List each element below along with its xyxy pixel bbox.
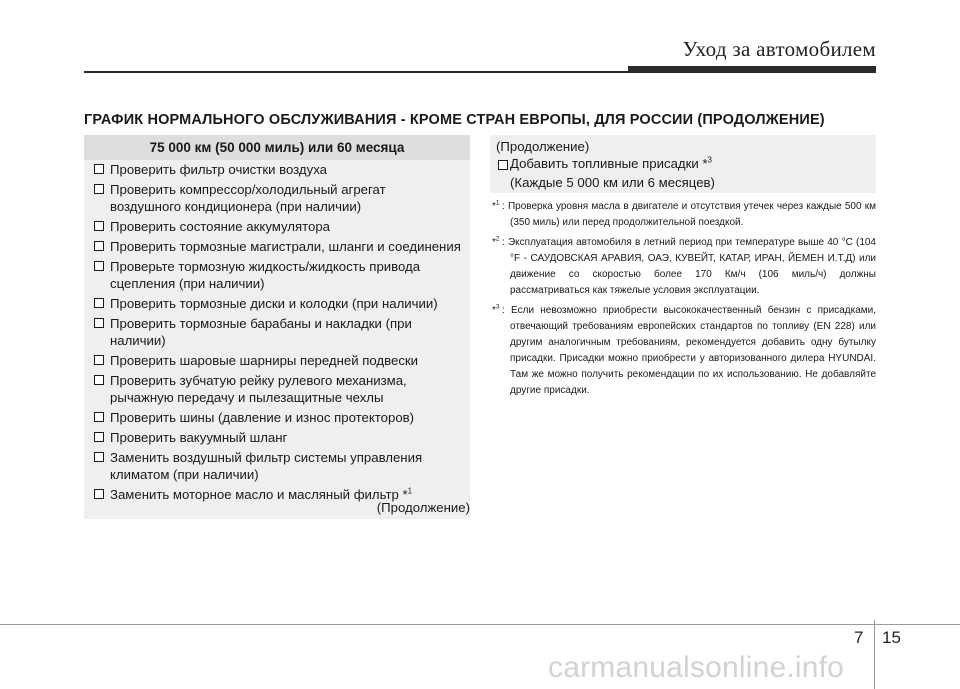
checkbox-icon (94, 164, 104, 174)
checkbox-icon (94, 489, 104, 499)
maintenance-item (84, 429, 470, 449)
footnote-text: Если невозможно приобрести высококачественный бензин с присадками, отвечающий требованиям европейских стандартов по топливу (EN 228) или другим аналогичным требованиям, рекомендуется добавить одну бутылку присадки. Присадки можно приобрести у авторизованного дилера HYUNDAI. Там же можно получить рекомендации по их использованию. Не добавляйте другие присадки. (510, 305, 876, 396)
checkbox-icon (94, 432, 104, 442)
maintenance-item-text: Проверить шаровые шарниры передней подвески (110, 353, 419, 368)
footnote-marker: *$^1$ (492, 199, 500, 212)
maintenance-item (84, 352, 470, 372)
checkbox-icon (94, 452, 104, 462)
maintenance-item (84, 161, 470, 181)
maintenance-item (84, 409, 470, 429)
footnote-text: Эксплуатация автомобиля в летний период при температуре выше 40 °C (104 °F - САУДОВСКАЯ АРАВИЯ, ОАЭ, КУВЕЙТ, КАТАР, ИРАН, ЙЕМЕН И.Т.Д) или движение со скоростью более 170 Км/ч (106 миль/ч) должны рассматриваться как тяжелые условия эксплуатации. (507, 237, 876, 296)
footnote: *$^3$ : Если невозможно приобрести высококачественный бензин с присадками, отвечающий требованиям европейских стандартов по топливу (EN 228) или другим аналогичным требованиям, рекомендуется добавить одну бутылку присадки. Присадки можно приобрести у авторизованного дилера HYUNDAI. Там же можно получить рекомендации по их использованию. Не добавляйте другие присадки. (492, 303, 876, 396)
header-rule-thin (84, 71, 708, 73)
maintenance-item-text: Проверить шины (давление и износ протекторов) (110, 410, 415, 425)
watermark: carmanualsonline.info (548, 651, 845, 684)
checkbox-icon (94, 241, 104, 251)
footnote: *$^1$ : Проверка уровня масла в двигателе и отсутствия утечек через каждые 500 км (350 миль) или перед продолжительной поездкой. (492, 199, 876, 228)
maintenance-item (84, 238, 470, 258)
maintenance-item-text: Проверить тормозные диски и колодки (при наличии) (110, 296, 438, 311)
checkbox-icon (94, 318, 104, 328)
footer-rule (0, 624, 960, 625)
checkbox-icon (94, 261, 104, 271)
section-title: ГРАФИК НОРМАЛЬНОГО ОБСЛУЖИВАНИЯ - КРОМЕ СТРАН ЕВРОПЫ, ДЛЯ РОССИИ (ПРОДОЛЖЕНИЕ) (84, 112, 825, 128)
maintenance-item-text: Проверить тормозные барабаны и накладки (при наличии) (110, 316, 412, 348)
chapter-number: 7 (854, 628, 864, 647)
continued-label-left: (Продолжение) (376, 500, 470, 515)
footnotes (490, 199, 876, 403)
maintenance-item (84, 295, 470, 315)
maintenance-item-text: Заменить моторное масло и масляный фильтр *$^1$ (110, 486, 413, 502)
maintenance-item (84, 372, 470, 409)
continued-label-right: (Продолжение) (496, 139, 590, 154)
maintenance-item (84, 218, 470, 238)
footnote-marker: *$^3$ (492, 303, 500, 316)
checkbox-icon (94, 184, 104, 194)
maintenance-item-text: Проверить тормозные магистрали, шланги и соединения (110, 239, 461, 254)
checkbox-icon (498, 160, 508, 170)
fuel-additive-interval: (Каждые 5 000 км или 6 месяцев) (510, 175, 715, 190)
maintenance-item-text: Проверить компрессор/холодильный агрегат (110, 182, 386, 197)
maintenance-item (84, 315, 470, 352)
maintenance-item (84, 181, 470, 218)
maintenance-item-text: климатом (при наличии) (110, 467, 259, 482)
footer-divider (874, 620, 875, 689)
footnote-ref: 1 (407, 486, 413, 496)
chapter-title: Уход за автомобилем (682, 37, 876, 61)
maintenance-item-text: рычажную передачу и пылезащитные чехлы (110, 390, 384, 405)
checkbox-icon (94, 221, 104, 231)
interval-heading: 75 000 км (50 000 миль) или 60 месяца (84, 135, 470, 160)
maintenance-item-text: Заменить воздушный фильтр системы управления (110, 450, 423, 465)
checkbox-icon (94, 375, 104, 385)
page-number: 15 (882, 628, 901, 647)
checkbox-icon (94, 298, 104, 308)
checkbox-icon (94, 412, 104, 422)
header-rule-thick (628, 66, 876, 73)
footnote-text: Проверка уровня масла в двигателе и отсутствия утечек через каждые 500 км (350 миль) или перед продолжительной поездкой. (507, 201, 876, 228)
footnote-ref: 3 (707, 155, 712, 165)
maintenance-item-list (84, 161, 470, 506)
maintenance-item (84, 449, 470, 486)
maintenance-item-text: Проверить состояние аккумулятора (110, 219, 331, 234)
checkbox-icon (94, 355, 104, 365)
footnote-marker: *$^2$ (492, 235, 500, 248)
footnote: *$^2$ : Эксплуатация автомобиля в летний период при температуре выше 40 °C (104 °F - САУДОВСКАЯ АРАВИЯ, ОАЭ, КУВЕЙТ, КАТАР, ИРАН, ЙЕМЕН И.Т.Д) или движение со скоростью более 170 Км/ч (106 миль/ч) должны рассматриваться как тяжелые условия эксплуатации. (492, 235, 876, 296)
maintenance-item-text: сцепления (при наличии) (110, 276, 265, 291)
maintenance-item-text: Проверить вакуумный шланг (110, 430, 288, 445)
maintenance-item-text: воздушного кондиционера (при наличии) (110, 199, 362, 214)
fuel-additive-label: Добавить топливные присадки * (510, 156, 708, 171)
maintenance-item-text: Проверьте тормозную жидкость/жидкость привода (110, 259, 421, 274)
maintenance-item-text: Проверить фильтр очистки воздуха (110, 162, 327, 177)
maintenance-item-text: Проверить зубчатую рейку рулевого механизма, (110, 373, 407, 388)
maintenance-item (84, 258, 470, 295)
